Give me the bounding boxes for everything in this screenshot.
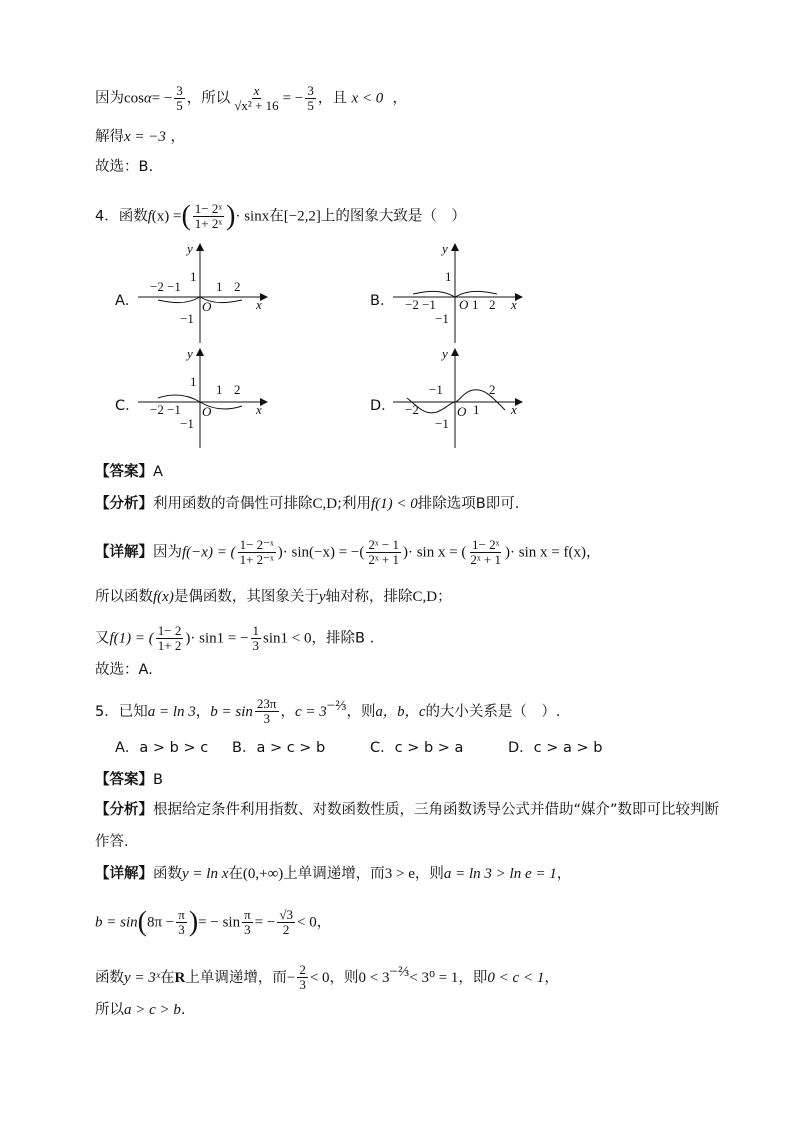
tick-2x: 2 [234,279,241,294]
tick-neg2: −2 [405,402,419,417]
x-axis-label: x [511,297,517,312]
tick-2x: 2 [489,382,496,397]
detail-4: 【详解】因为f(−x) = ( $\frac{\text{1− 2⁻ˣ}}{\text{1+ 2⁻ˣ}}$ )· sin(−x) = −( $\frac{\text{2ˣ − 1}}{\text{2ˣ + 1}}$ )· sin x = ( $\frac{\text{1− 2ˣ}}{\text{2ˣ + 1}}$ )· sin x = f(x)， [95,537,601,567]
analysis-5: 【分析】根据给定条件利用指数、对数函数性质，三角函数诱导公式并借助“媒介”数即可比较判断 [95,802,720,818]
origin: O [202,299,212,314]
tick-neg1: −1 [429,382,443,397]
fraction: $\frac{3}{5}$ [307,83,314,113]
tick-1x: 1 [216,279,223,294]
y-axis-label: y [187,241,193,256]
q5-option-d[interactable]: D．c > a > b [508,740,603,756]
option-c-label[interactable]: C． [115,398,140,414]
line-even-function: 所以函数f(x)是偶函数，其图象关于y轴对称，排除C,D； [95,589,452,605]
option-d-label[interactable]: D． [370,398,396,414]
fraction: $\frac{x}{\text{√x² + 16}}$ [234,83,279,113]
y-axis-label: y [187,346,193,361]
graph-option-b [393,243,523,343]
tick-1: 1 [190,269,197,284]
tick-1: 1 [445,269,452,284]
graph-option-a [138,243,268,343]
fraction: $\frac{3}{5}$ [176,83,183,113]
tick-1x: 1 [472,297,479,312]
tick-1x: 1 [473,402,480,417]
tick-neg1: −1 [180,416,194,431]
x-axis-label: x [511,402,517,417]
x-axis-label: x [256,402,262,417]
detail-5: 【详解】函数y = ln x在(0,+∞)上单调递增，而3 > e，则a = ln 3 > ln e = 1， [95,866,572,882]
line-solve: 解得x = −3 ， [95,129,186,145]
line-c-value: 函数y = 3ˣ在R上单调递增，而− $\frac{2}{3}$ < 0，则$0 < 3^{-\frac{2}{3}}< 3^0 = 1$，即0 < c < 1， [95,962,559,993]
origin: O [457,404,467,419]
line-answer-b: 故选：B. [95,159,154,175]
question-4: 4．函数f(x) =( $\frac{\text{1− 2ˣ}}{\text{1+ 2ˣ}}$ )· sinx在[−2,2]上的图象大致是（ ） [95,200,466,232]
tick-neg1: −1 [435,311,449,326]
x-axis-label: x [256,297,262,312]
tick-neg1: −1 [180,311,194,326]
origin: O [459,297,469,312]
tick-neg: −2 −1 [150,402,181,417]
tick-1: 1 [190,374,197,389]
graph-option-d [393,348,523,448]
origin: O [202,404,212,419]
line-f1-check: 又f(1) = ( $\frac{1- 2}{1+ 2}$ )· sin1 = − $\frac{1}{3}$ sin1 < 0，排除B . [95,623,375,653]
y-axis-label: y [442,346,448,361]
tick-1x: 1 [216,382,223,397]
line-answer-a: 故选：A. [95,662,153,678]
analysis-4: 【分析】利用函数的奇偶性可排除C,D;利用f(1) < 0排除选项B即可. [95,496,520,512]
q5-option-b[interactable]: B．a > c > b [232,740,326,756]
option-b-label[interactable]: B． [370,293,395,309]
tick-neg1b: −1 [435,416,449,431]
line-conclusion: 所以a > c > b. [95,1002,186,1018]
answer-5: 【答案】B [95,772,163,788]
question-5: 5．已知a = ln 3，b = sin $\frac{23\pi}{3}$ ，$c = 3^{-\frac{2}{3}}$，则a，b，c的大小关系是（ ）. [95,696,561,727]
tick-neg: −2 −1 [150,279,181,294]
tick-2x: 2 [489,297,496,312]
q5-option-a[interactable]: A．a > b > c [115,740,209,756]
line-cos-condition: 因为cosα= − $\frac{3}{5}$ ，所以 $\frac{x}{\text{√x² + 16}}$ = − $\frac{3}{5}$ ，且 x < 0 ， [95,83,407,113]
q5-option-c[interactable]: C．c > b > a [370,740,464,756]
graph-option-c [138,348,268,448]
tick-neg: −2 −1 [405,297,436,312]
answer-4: 【答案】A [95,464,163,480]
tick-2x: 2 [234,382,241,397]
option-a-label[interactable]: A． [115,293,140,309]
analysis-5-cont: 作答. [95,834,129,850]
line-b-value: b = sin(8π − $\frac{\pi}{3}$ )= − sin $\frac{\pi}{3}$ = − $\frac{√3}{2}$ < 0， [95,906,332,938]
y-axis-label: y [442,241,448,256]
